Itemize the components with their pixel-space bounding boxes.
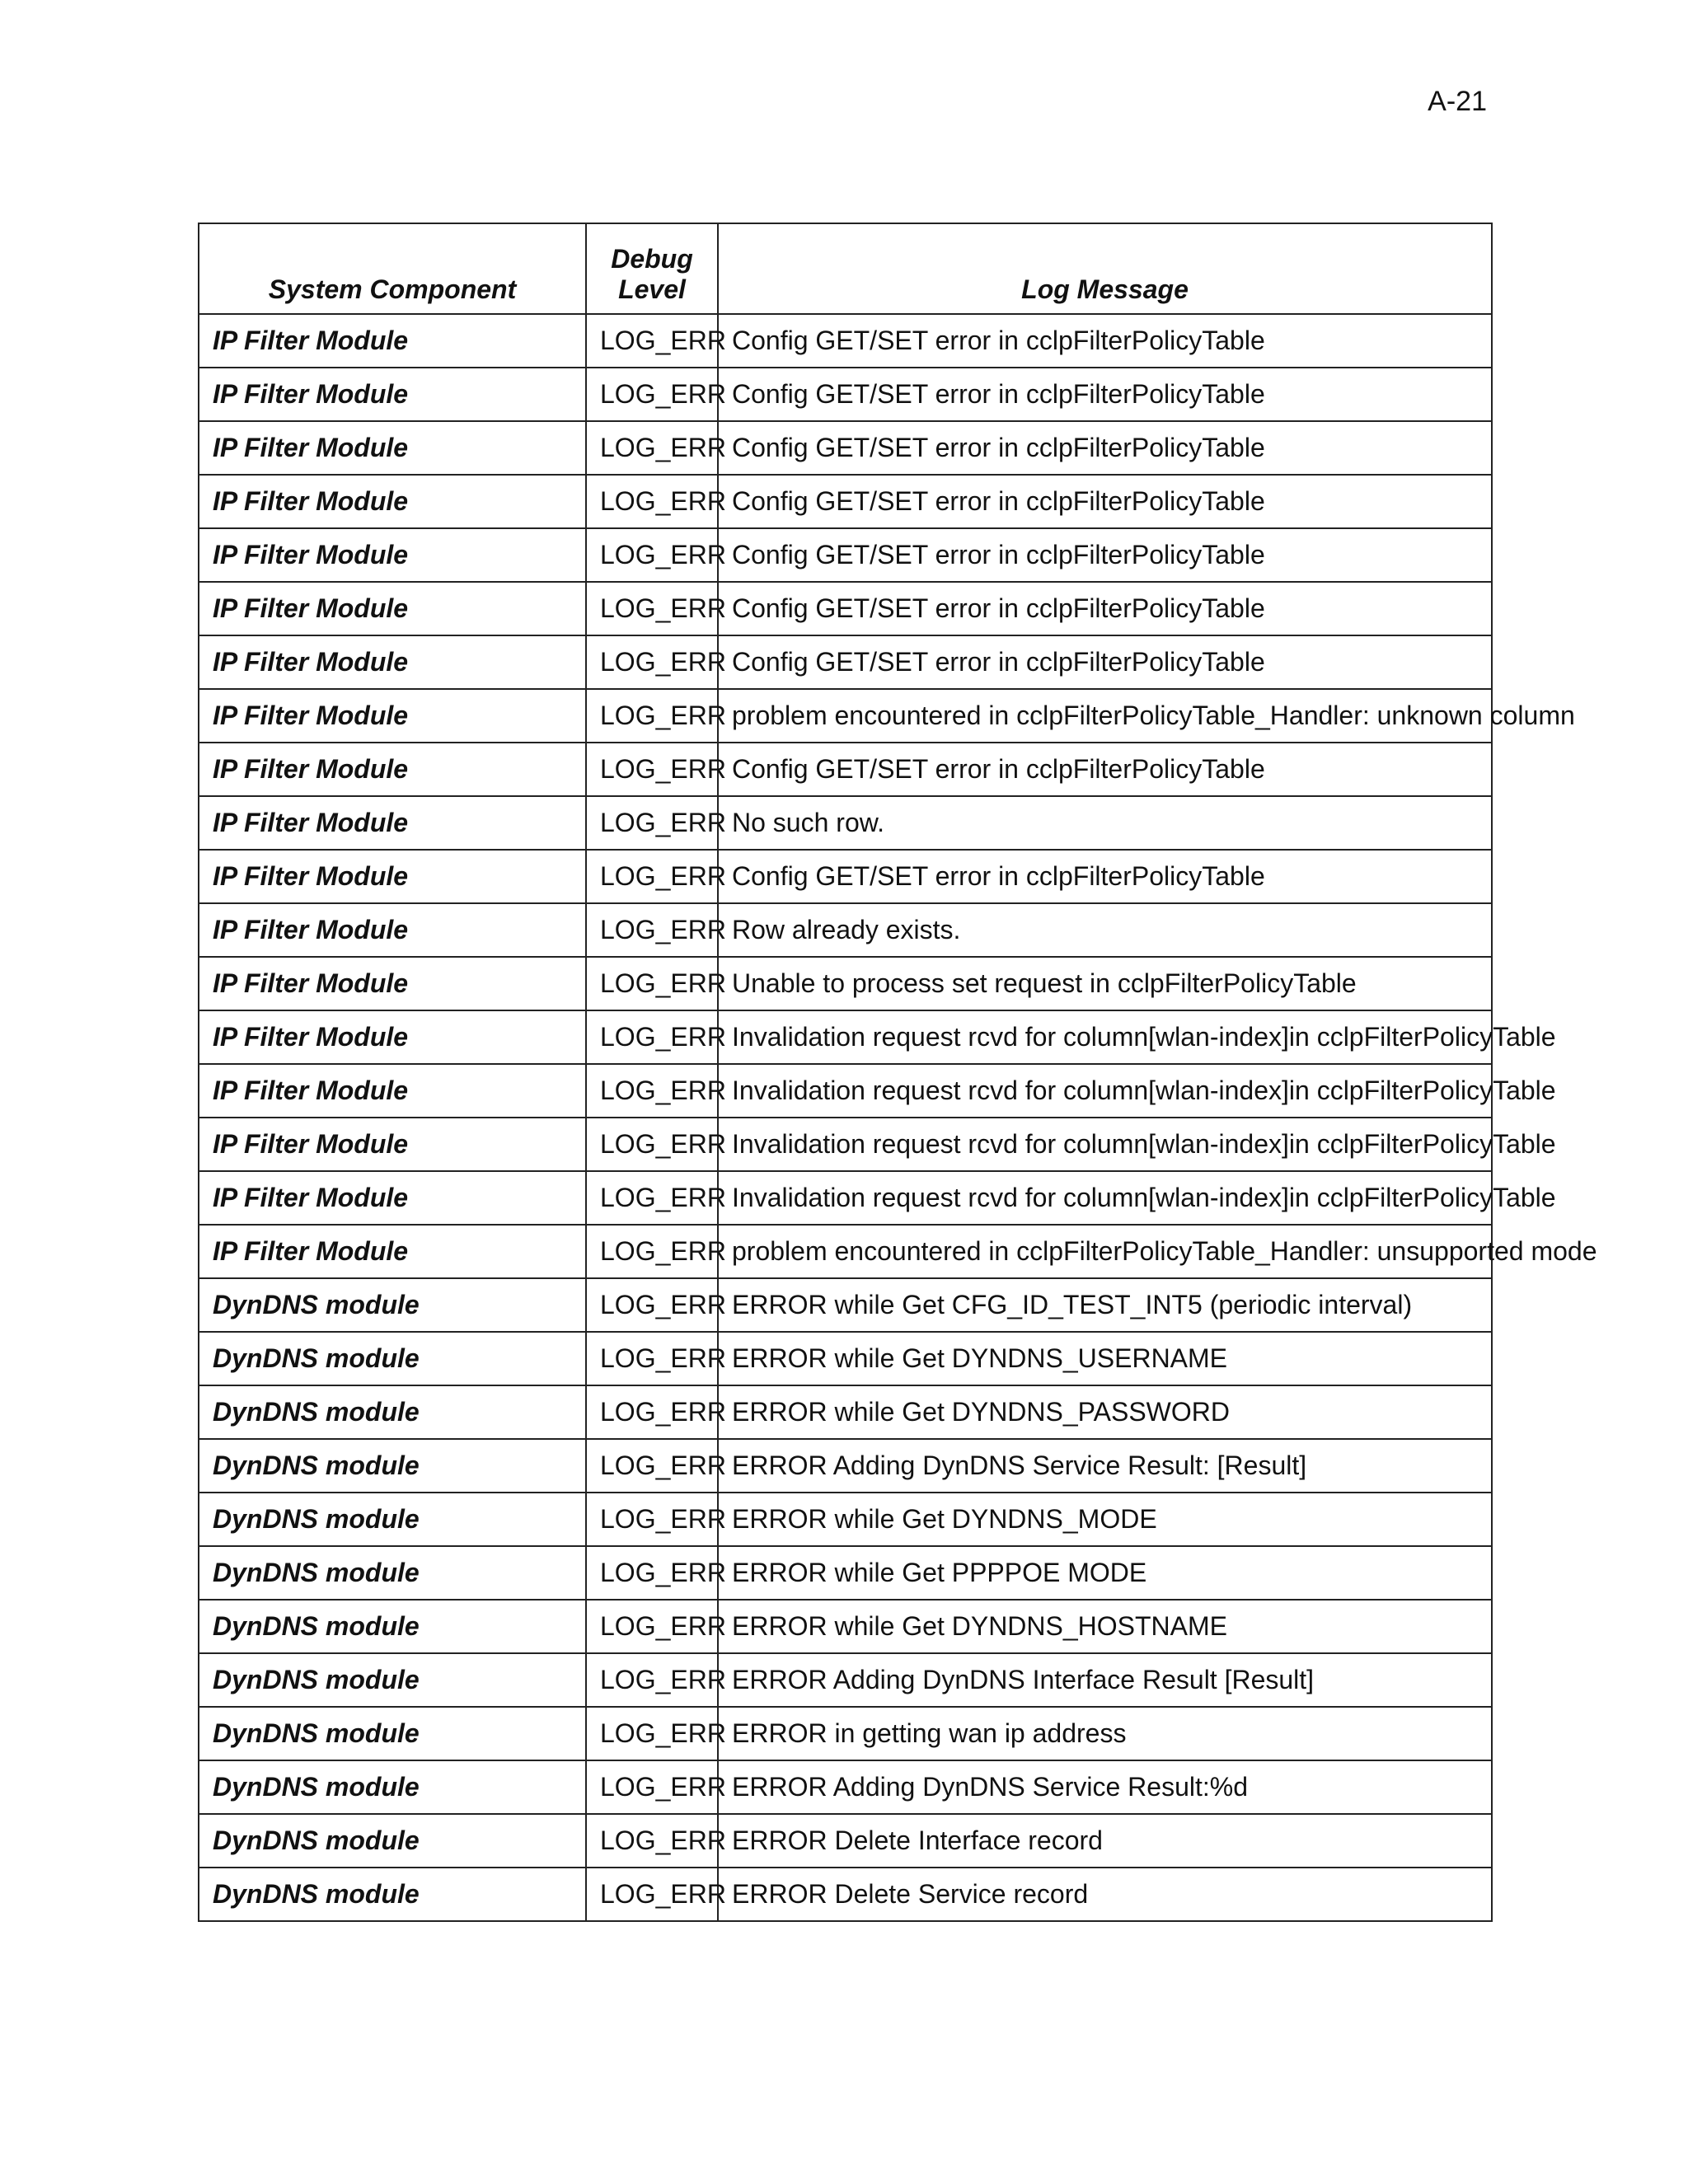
cell-message: ERROR Adding DynDNS Interface Result [Result]	[718, 1653, 1492, 1707]
cell-level: LOG_ERR	[586, 903, 718, 957]
table-row	[199, 1439, 1492, 1493]
cell-message: ERROR Delete Interface record	[718, 1814, 1492, 1868]
table-row	[199, 1653, 1492, 1707]
table-row	[199, 1118, 1492, 1171]
cell-level: LOG_ERR	[586, 314, 718, 368]
cell-component: IP Filter Module	[199, 582, 586, 635]
cell-component: DynDNS module	[199, 1439, 586, 1493]
cell-component: IP Filter Module	[199, 1010, 586, 1064]
table-row	[199, 582, 1492, 635]
cell-message: ERROR while Get CFG_ID_TEST_INT5 (periodic interval)	[718, 1278, 1492, 1332]
cell-message: Unable to process set request in cclpFilterPolicyTable	[718, 957, 1492, 1010]
table-row	[199, 368, 1492, 421]
cell-level: LOG_ERR	[586, 368, 718, 421]
cell-component: IP Filter Module	[199, 850, 586, 903]
table-row	[199, 1546, 1492, 1600]
cell-level: LOG_ERR	[586, 1225, 718, 1278]
cell-component: DynDNS module	[199, 1546, 586, 1600]
cell-level: LOG_ERR	[586, 957, 718, 1010]
table-row	[199, 1225, 1492, 1278]
cell-level: LOG_ERR	[586, 1171, 718, 1225]
cell-level: LOG_ERR	[586, 743, 718, 796]
cell-level: LOG_ERR	[586, 475, 718, 528]
cell-message: Config GET/SET error in cclpFilterPolicyTable	[718, 743, 1492, 796]
cell-message: Config GET/SET error in cclpFilterPolicyTable	[718, 635, 1492, 689]
table-row	[199, 957, 1492, 1010]
cell-component: IP Filter Module	[199, 903, 586, 957]
cell-level: LOG_ERR	[586, 1493, 718, 1546]
table-row	[199, 903, 1492, 957]
table-row	[199, 1332, 1492, 1385]
cell-level: LOG_ERR	[586, 1653, 718, 1707]
table-row	[199, 635, 1492, 689]
table-row	[199, 1868, 1492, 1921]
cell-message: ERROR while Get DYNDNS_HOSTNAME	[718, 1600, 1492, 1653]
table-row	[199, 743, 1492, 796]
table-body	[199, 314, 1597, 1921]
cell-message: Invalidation request rcvd for column[wlan-index]in cclpFilterPolicyTable	[718, 1010, 1492, 1064]
table-row	[199, 1278, 1492, 1332]
cell-level: LOG_ERR	[586, 1118, 718, 1171]
cell-level: LOG_ERR	[586, 582, 718, 635]
page-number: A-21	[1428, 86, 1487, 117]
table-row	[199, 1493, 1492, 1546]
cell-component: IP Filter Module	[199, 743, 586, 796]
table-row	[199, 528, 1492, 582]
table-row	[199, 314, 1492, 368]
header-debug-level	[586, 223, 718, 314]
cell-message: Config GET/SET error in cclpFilterPolicyTable	[718, 314, 1492, 368]
cell-component: IP Filter Module	[199, 635, 586, 689]
cell-level: LOG_ERR	[586, 1278, 718, 1332]
table-row	[199, 421, 1492, 475]
table-row	[199, 689, 1492, 743]
cell-component: DynDNS module	[199, 1600, 586, 1653]
cell-level: LOG_ERR	[586, 1868, 718, 1921]
cell-level: LOG_ERR	[586, 689, 718, 743]
cell-component: IP Filter Module	[199, 796, 586, 850]
cell-message: ERROR while Get DYNDNS_MODE	[718, 1493, 1492, 1546]
cell-message: Config GET/SET error in cclpFilterPolicyTable	[718, 528, 1492, 582]
cell-component: DynDNS module	[199, 1278, 586, 1332]
table-row	[199, 1385, 1492, 1439]
cell-message: ERROR Delete Service record	[718, 1868, 1492, 1921]
cell-level: LOG_ERR	[586, 1332, 718, 1385]
cell-component: IP Filter Module	[199, 421, 586, 475]
table-row	[199, 1171, 1492, 1225]
cell-component: DynDNS module	[199, 1332, 586, 1385]
cell-level: LOG_ERR	[586, 1707, 718, 1760]
cell-level: LOG_ERR	[586, 796, 718, 850]
cell-component: IP Filter Module	[199, 1118, 586, 1171]
table-row	[199, 475, 1492, 528]
table-row	[199, 796, 1492, 850]
cell-message: Invalidation request rcvd for column[wlan-index]in cclpFilterPolicyTable	[718, 1118, 1492, 1171]
cell-component: DynDNS module	[199, 1653, 586, 1707]
cell-message: Row already exists.	[718, 903, 1492, 957]
cell-component: DynDNS module	[199, 1760, 586, 1814]
cell-component: IP Filter Module	[199, 957, 586, 1010]
cell-component: IP Filter Module	[199, 314, 586, 368]
cell-message: Config GET/SET error in cclpFilterPolicyTable	[718, 850, 1492, 903]
table-row	[199, 1064, 1492, 1118]
header-system-component: System Component	[199, 223, 586, 314]
cell-message: ERROR in getting wan ip address	[718, 1707, 1492, 1760]
cell-message: ERROR Adding DynDNS Service Result: [Result]	[718, 1439, 1492, 1493]
cell-level: LOG_ERR	[586, 1814, 718, 1868]
table-row	[199, 1760, 1492, 1814]
cell-component: IP Filter Module	[199, 475, 586, 528]
cell-component: DynDNS module	[199, 1707, 586, 1760]
cell-component: DynDNS module	[199, 1868, 586, 1921]
cell-component: DynDNS module	[199, 1814, 586, 1868]
cell-level: LOG_ERR	[586, 1546, 718, 1600]
cell-level: LOG_ERR	[586, 528, 718, 582]
cell-message: Config GET/SET error in cclpFilterPolicyTable	[718, 475, 1492, 528]
cell-component: IP Filter Module	[199, 1171, 586, 1225]
cell-component: IP Filter Module	[199, 1225, 586, 1278]
cell-component: IP Filter Module	[199, 528, 586, 582]
cell-level: LOG_ERR	[586, 1439, 718, 1493]
cell-message: ERROR while Get DYNDNS_PASSWORD	[718, 1385, 1492, 1439]
cell-message: ERROR Adding DynDNS Service Result:%d	[718, 1760, 1492, 1814]
cell-message: ERROR while Get PPPPOE MODE	[718, 1546, 1492, 1600]
table-row	[199, 1707, 1492, 1760]
cell-message: Config GET/SET error in cclpFilterPolicyTable	[718, 421, 1492, 475]
table-header-row	[199, 223, 1492, 314]
table-row	[199, 1010, 1492, 1064]
table-row	[199, 1600, 1492, 1653]
cell-level: LOG_ERR	[586, 1385, 718, 1439]
cell-component: IP Filter Module	[199, 689, 586, 743]
cell-message: Config GET/SET error in cclpFilterPolicyTable	[718, 582, 1492, 635]
cell-component: IP Filter Module	[199, 1064, 586, 1118]
cell-message: problem encountered in cclpFilterPolicyTable_Handler: unknown column	[718, 689, 1492, 743]
table-row	[199, 1814, 1492, 1868]
cell-message: Invalidation request rcvd for column[wlan-index]in cclpFilterPolicyTable	[718, 1064, 1492, 1118]
cell-level: LOG_ERR	[586, 850, 718, 903]
cell-message: Config GET/SET error in cclpFilterPolicyTable	[718, 368, 1492, 421]
cell-level: LOG_ERR	[586, 1600, 718, 1653]
header-debug-level-line1: Debug	[611, 244, 693, 274]
cell-message: ERROR while Get DYNDNS_USERNAME	[718, 1332, 1492, 1385]
cell-level: LOG_ERR	[586, 635, 718, 689]
cell-component: IP Filter Module	[199, 368, 586, 421]
cell-component: DynDNS module	[199, 1385, 586, 1439]
header-debug-level-line2: Level	[618, 274, 686, 305]
cell-level: LOG_ERR	[586, 1760, 718, 1814]
cell-level: LOG_ERR	[586, 1064, 718, 1118]
header-log-message: Log Message	[718, 223, 1492, 314]
log-message-table	[198, 223, 1597, 1922]
cell-message: problem encountered in cclpFilterPolicyTable_Handler: unsupported mode	[718, 1225, 1492, 1278]
cell-level: LOG_ERR	[586, 1010, 718, 1064]
table-row	[199, 850, 1492, 903]
cell-component: DynDNS module	[199, 1493, 586, 1546]
cell-level: LOG_ERR	[586, 421, 718, 475]
cell-message: Invalidation request rcvd for column[wlan-index]in cclpFilterPolicyTable	[718, 1171, 1492, 1225]
cell-message: No such row.	[718, 796, 1492, 850]
